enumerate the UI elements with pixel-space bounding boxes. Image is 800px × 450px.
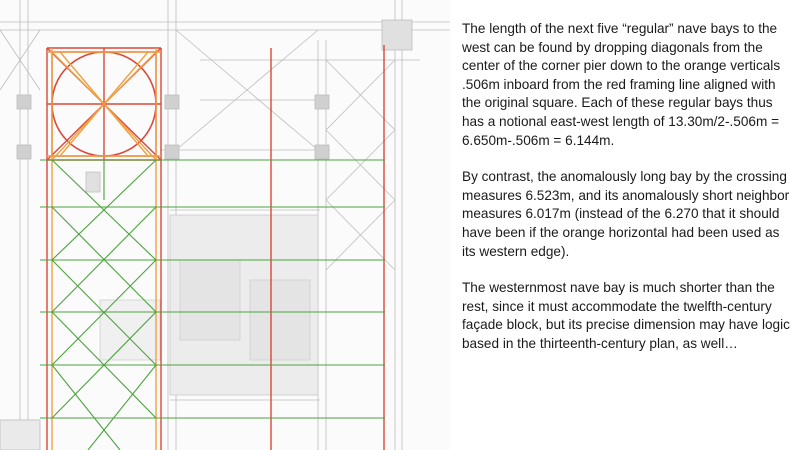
explanation-text	[462, 20, 792, 372]
paragraph-westernmost-bay: The westernmost nave bay is much shorter than the rest, since it must accommodate the twelfth-century façade block, but its precise dimension may have logic based in the thirteenth-century plan, as well…	[462, 280, 790, 351]
paragraph-regular-bays: The length of the next five “regular” nave bays to the west can be found by dropping diagonals from the center of the corner pier down to the orange verticals .506m inboard from the red framing line aligned with the original square. Each of these regular bays thus has a notional east-west length of 13.30m/2-.506m = 6.650m-.506m = 6.144m.	[462, 21, 781, 148]
paragraph-anomalous-bays: By contrast, the anomalously long bay by the crossing measures 6.523m, and its anomalously short neighbor measures 6.017m (instead of the 6.270 that it should have been if the orange horizontal had been used as its western edge).	[462, 169, 790, 259]
